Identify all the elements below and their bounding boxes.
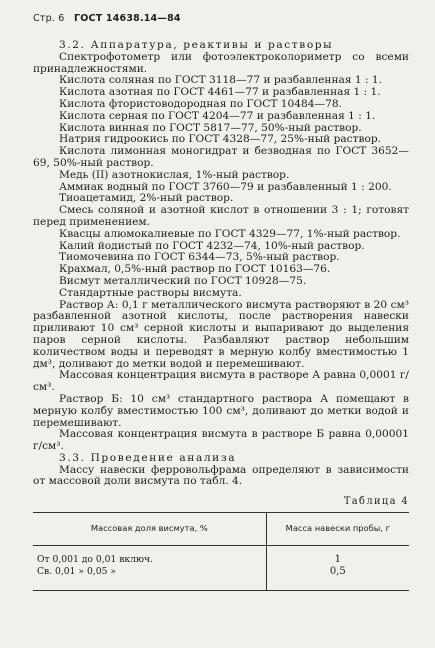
table-row: [33, 546, 409, 567]
section-heading: 3.2. Аппаратура, реактивы и растворы: [59, 39, 334, 51]
reagent-item: Кислота азотная по ГОСТ 4461—77 и разбавленная 1 : 1.: [59, 86, 381, 99]
table-cell: От 0,001 до 0,01 включ.: [33, 546, 266, 567]
table-caption: Таблица 4: [343, 496, 409, 508]
reagent-item: Стандартные растворы висмута.: [59, 286, 242, 299]
reagent-item: Крахмал, 0,5%-ный раствор по ГОСТ 10163—76.: [59, 263, 331, 276]
paragraph: Массу навески ферровольфрама определяют в зависимости от массовой доли висмута по табл. 4.: [33, 463, 409, 488]
table-cell: 0,5: [329, 566, 346, 578]
reagent-item: Кислота серная по ГОСТ 4204—77 и разбавленная 1 : 1.: [59, 109, 376, 122]
reagent-item: Кислота лимонная моногидрат и безводная по ГОСТ 3652—69, 50%-ный раствор.: [33, 145, 409, 169]
standard-number: ГОСТ 14638.14—84: [74, 13, 181, 24]
table-cell: 1: [334, 554, 341, 566]
reagent-item: Висмут металлический по ГОСТ 10928—75.: [59, 274, 307, 287]
table-4: [33, 512, 409, 591]
paragraph: Раствор Б: 10 см³ стандартного раствора А помещают в мерную колбу вместимостью 100 см³, доливают до метки водой и перемешивают.: [33, 392, 409, 429]
reagent-item: Кислота фтористоводородная по ГОСТ 10484—78.: [59, 97, 342, 110]
reagent-item: Калий йодистый по ГОСТ 4232—74, 10%-ный раствор.: [59, 239, 365, 252]
section-heading: 3.3. Проведение анализа: [59, 451, 237, 464]
page-number: Стр. 6: [33, 13, 65, 24]
reagent-item: Натрия гидроокись по ГОСТ 4328—77, 25%-ный раствор.: [59, 133, 381, 146]
page-header: [33, 13, 181, 24]
table-header-cell: Массовая доля висмута, %: [33, 513, 266, 546]
paragraph: Спектрофотометр или фотоэлектроколориметр со всеми принадлежностями.: [33, 50, 409, 75]
reagent-item: Смесь соляной и азотной кислот в отношении 3 : 1; готовят перед применением.: [33, 204, 409, 228]
reagent-item: Тиомочевина по ГОСТ 6344—73, 5%-ный раствор.: [59, 251, 340, 264]
reagent-item: Кислота винная по ГОСТ 5817—77, 50%-ный раствор.: [59, 121, 362, 134]
reagent-item: Квасцы алюмокалиевые по ГОСТ 4329—77, 1%-ный раствор.: [59, 227, 401, 240]
paragraph: Раствор А: 0,1 г металлического висмута растворяют в 20 см³ разбавленной азотной кислоты, после растворения навески приливают 10 см³ серной кислоты и выпаривают до выделения паров серной кислоты. Разбавляют раствор небольшим количеством воды и переводят в мерную колбу вместимостью 1 дм³, доливают до метки водой и перемешивают.: [33, 298, 409, 370]
document-body: [33, 40, 409, 591]
paragraph: Массовая концентрация висмута в растворе А равна 0,0001 г/см³.: [33, 369, 409, 394]
table-cell: Св. 0,01 » 0,05 »: [33, 566, 266, 591]
reagent-item: Тиоацетамид, 2%-ный раствор.: [59, 192, 234, 205]
table-header-cell: Масса навески пробы, г: [266, 513, 409, 546]
reagent-item: Медь (II) азотнокислая, 1%-ный раствор.: [59, 168, 290, 181]
reagent-item: Кислота соляная по ГОСТ 3118—77 и разбавленная 1 : 1.: [59, 74, 383, 87]
reagent-item: Аммиак водный по ГОСТ 3760—79 и разбавленный 1 : 200.: [59, 180, 392, 193]
table-row: [33, 566, 409, 591]
paragraph: Массовая концентрация висмута в растворе Б равна 0,00001 г/см³.: [33, 428, 409, 453]
